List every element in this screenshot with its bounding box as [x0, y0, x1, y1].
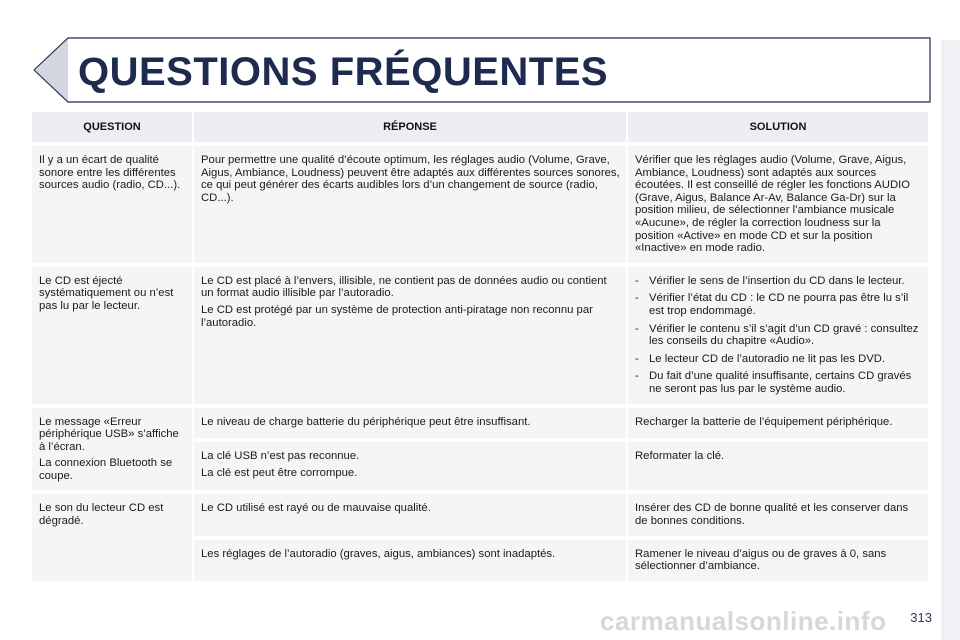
dash-bullet: -: [635, 322, 639, 335]
solution-cell: Recharger la batterie de l’équipement périphérique.: [627, 406, 928, 441]
reponse-paragraph: La clé USB n’est pas reconnue.: [201, 450, 360, 463]
reponse-cell: [193, 440, 627, 492]
list-item: [635, 370, 922, 395]
question-cell: Le CD est éjecté systématiquement ou n’est pas lu par le lecteur.: [32, 265, 193, 406]
side-margin-bar: [941, 40, 960, 640]
reponse-cell: Les réglages de l’autoradio (graves, aigus, ambiances) sont inadaptés.: [193, 538, 627, 581]
watermark: carmanualsonline.info: [600, 606, 887, 636]
table-row: [32, 406, 928, 441]
solution-list: [635, 275, 922, 396]
solution-cell: Ramener le niveau d’aigus ou de graves à 0, sans sélectionner d’ambiance.: [627, 538, 928, 581]
solution-cell: Reformater la clé.: [627, 440, 928, 492]
question-paragraph: La connexion Bluetooth se coupe.: [39, 457, 173, 482]
list-item: [635, 292, 922, 317]
dash-bullet: -: [635, 352, 639, 365]
reponse-cell: Le CD utilisé est rayé ou de mauvaise qualité.: [193, 492, 627, 537]
list-item-text: Vérifier l’état du CD : le CD ne pourra pas être lu s’il est trop endommagé.: [649, 292, 909, 317]
table-row: [32, 144, 928, 265]
page-title: QUESTIONS FRÉQUENTES: [78, 50, 609, 94]
dash-bullet: -: [635, 274, 639, 287]
solution-cell: [627, 265, 928, 406]
page-number: 313: [910, 610, 932, 625]
header-reponse: RÉPONSE: [193, 112, 627, 144]
list-item: [635, 353, 922, 366]
list-item-text: Vérifier le contenu s’il s’agit d’un CD gravé : consultez les conseils du chapitre «Audio».: [649, 322, 919, 348]
reponse-cell: [193, 265, 627, 406]
reponse-paragraph: La clé est peut être corrompue.: [201, 466, 358, 479]
list-item-text: Vérifier le sens de l’insertion du CD dans le lecteur.: [649, 274, 905, 287]
header-question: QUESTION: [32, 112, 193, 144]
reponse-paragraph: Le CD est placé à l’envers, illisible, ne contient pas de données audio ou contient un format audio illisible par l’autoradio.: [201, 274, 607, 300]
dash-bullet: -: [635, 292, 639, 305]
list-item-text: Du fait d’une qualité insuffisante, certains CD gravés ne seront pas lus par le système audio.: [649, 370, 912, 395]
table-header-row: [32, 112, 928, 144]
reponse-paragraph: Le CD est protégé par un système de protection anti-piratage non reconnu par l’autoradio.: [201, 303, 593, 329]
faq-table: [32, 112, 928, 581]
solution-cell: Vérifier que les réglages audio (Volume, Grave, Aigus, Ambiance, Loudness) sont adaptés aux sources écoutées. Il est conseillé de régler les fonctions AUDIO (Grave, Aigus, Balance Ar-Av, Balance Ga-Dr) sur la position milieu, de sélectionner l’ambiance musicale «Aucune», de régler la correction loudness sur la position «Active» en mode CD et sur la position «Inactive» en mode radio.: [627, 144, 928, 265]
table-row: [32, 265, 928, 406]
header-solution: SOLUTION: [627, 112, 928, 144]
list-item: [635, 275, 922, 288]
question-paragraph: Le message «Erreur périphérique USB» s’affiche à l’écran.: [39, 415, 179, 453]
title-banner: [0, 0, 960, 110]
question-cell: Il y a un écart de qualité sonore entre les différentes sources audio (radio, CD...).: [32, 144, 193, 265]
question-cell: [32, 406, 193, 493]
question-cell: Le son du lecteur CD est dégradé.: [32, 492, 193, 580]
list-item-text: Le lecteur CD de l’autoradio ne lit pas les DVD.: [649, 352, 886, 365]
reponse-cell: Le niveau de charge batterie du périphérique peut être insuffisant.: [193, 406, 627, 441]
list-item: [635, 323, 922, 348]
solution-cell: Insérer des CD de bonne qualité et les conserver dans de bonnes conditions.: [627, 492, 928, 537]
dash-bullet: -: [635, 370, 639, 383]
table-row: [32, 492, 928, 537]
reponse-cell: Pour permettre une qualité d’écoute optimum, les réglages audio (Volume, Grave, Aigus, Ambiance, Loudness) peuvent être adaptés aux différentes sources sonores, ce qui peut générer des écarts audibles lors d’un changement de source (radio, CD...).: [193, 144, 627, 265]
